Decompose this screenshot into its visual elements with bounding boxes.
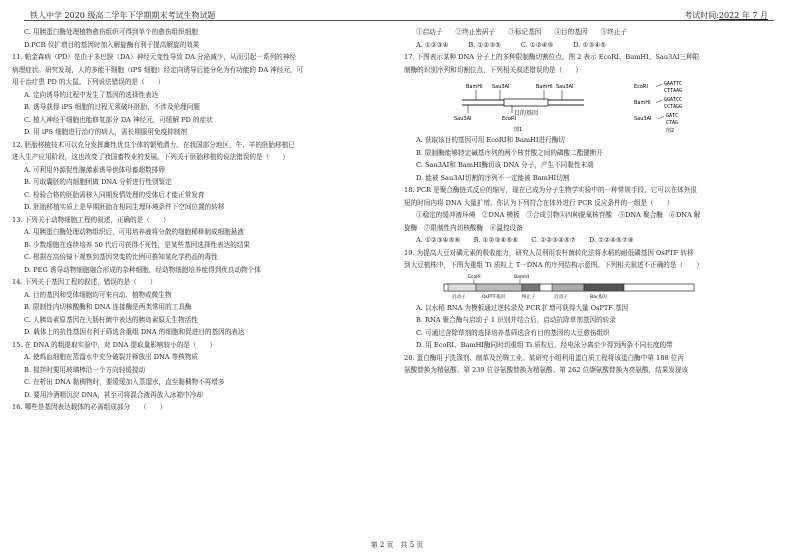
fig1-label-sau3ai-3: Sau3AI (454, 116, 472, 122)
t-dna-figure (404, 272, 784, 302)
fig1-label-sau3ai-2: Sau3AI (556, 84, 574, 90)
q20-stem-1: 20. 蛋白酶用于洗涤剂、制革及丝绸工业。某研究小组利用蛋白质工程将该蛋白酶中第 188 位丙 (404, 353, 684, 362)
q17-option-a: A. 获取该目的基因可用 EcoRⅠ和 BamHⅠ进行酶切 (416, 136, 565, 144)
figure-2 (634, 81, 682, 134)
q19-figure (404, 272, 784, 302)
left-line: C. 用胰蛋白酶处理植物愈伤组织可得到单个的愈伤组织细胞 (24, 28, 198, 36)
q17-option-b: B. 限制酶能够特定碱基序列的两个核苷酸之间的磷酸二酯键断开 (416, 148, 604, 157)
left-line: A. 目的基因和受体细胞均可来自动、植物或微生物 (24, 290, 172, 299)
left-line: D.PCR 仪扩增目的基因时加入解旋酶有利于提高解旋的效果 (24, 40, 200, 49)
q20-stem-2: 氨酸替换为精氨酸、第 239 位谷氨酸替换为精氨酸、第 262 位缬氨酸替换为亮氨酸，结果发现该 (404, 366, 689, 374)
q18-stem-1: 18. PCR 是聚合酶链式反应的缩写，现在已成为分子生物学实验中的一种常规手段，它可以在体外很 (404, 186, 697, 194)
fig1-label-bamhi-2: BamHI (536, 84, 553, 90)
left-line: A. 使鸡血细胞在蒸馏水中充分破裂并释放出 DNA 等核物质 (24, 353, 199, 361)
left-line: 病理症状。研究发现，人的多能干细胞（iPS 细胞）经定向诱导后能分化为有功能的 DA 神经元，可 (12, 65, 304, 74)
left-line: A. 可利用外源促性腺激素诱导供体母畜超数排卵 (24, 165, 165, 174)
figure-1 (454, 84, 584, 133)
left-line: B. 可取囊胚的内细胞团做 DNA 分析进行性别鉴定 (24, 178, 172, 186)
fig3-label-promoter2: 启动子 (554, 294, 568, 300)
left-line: 13. 下列关于动物细胞工程的叙述，正确的是（ ） (12, 215, 170, 224)
header-rule (24, 20, 774, 21)
fig3-label-bar: Bar基因 (590, 294, 607, 300)
left-line: 15. 在 DNA 的粗提取实验中，对 DNA 提取量影响较小的是（ ） (12, 340, 217, 349)
fig2-ecori-top: GAATTC (664, 81, 683, 87)
fig2-enzyme-sau3ai: Sau3AI (634, 116, 652, 122)
q19-option-c: C. 可通过含除草剂的选择培养基筛选含有目的基因的大豆愈伤组织 (416, 328, 610, 337)
left-line: B. 诱导获得 iPS 细胞的过程无须破坏胚胎，不涉及伦理问题 (24, 103, 200, 111)
q19-option-d: D. 用 EcoRⅠ、BamHⅠ酶同时切重组 Ti 质粒后，经电泳分离至少得到两条不同长度的带 (416, 341, 673, 349)
left-line: D. 胚胎移植实质上是早期胚胎在相同生理环境条件下空间位置的转移 (24, 203, 225, 211)
fig1-label-target-gene: 目的基因 (514, 110, 539, 117)
fig3-label-ecori: EcoRI (468, 274, 481, 280)
fig2-sau3ai-bottom: CTAG (666, 120, 679, 126)
q19-stem-2: 到大豆植株中，下图为重组 Ti 质粒上 T一DNA 的序列结构示意图。下列相关叙述不正确的是（ ） (404, 261, 703, 269)
left-line: C. 根据在高倍镜下观察到基因突变的比例可推知某化学药品的毒性 (24, 253, 218, 261)
left-line: 14. 下列关于基因工程的叙述，错误的是（ ） (12, 278, 157, 286)
exam-title: 铁人中学 2020 级高二学年下学期期末考试生物试题 (30, 11, 216, 20)
fig2-ecori-bottom: CTTAAG (664, 88, 683, 94)
q17-stem-1: 17. 下图表示某种 DNA 分子上的多种限制酶切割位点，图 2 表示 EcoRⅠ、BamHⅠ、Sau3AⅠ三种限 (404, 53, 700, 61)
left-line: 用于治疗患 PD 的大鼠。下列说法错误的是（ ） (12, 78, 165, 86)
restriction-map-figure (404, 76, 784, 136)
fig3-label-bamhi: BamHI (514, 274, 529, 280)
page-number: 第 2 页 共 5 页 (370, 541, 424, 549)
left-column (12, 26, 390, 414)
fig2-bamhi-bottom: CCTAGG (664, 104, 683, 110)
q16-choices: A. ①②③④ B. ①②③⑤ C. ①②④⑤ D. ①③④⑤ (416, 40, 607, 49)
left-line: B. 限制性内切核酸酶和 DNA 连接酶是两类常用的工具酶 (24, 303, 192, 311)
q19-option-b: B. RNA 聚合酶与启动子 1 识别并结合后，启动抗除草剂基因的转录 (416, 316, 616, 324)
q18-choices: A. ①②③④⑤⑥ B. ①②③④⑤⑧ C. ①②③④⑤⑦ D. ①②④⑤⑦⑧ (416, 236, 634, 244)
q17-option-c: C. Sau3AⅠ和 BamHⅠ酶切该 DNA 分子，产生不同黏性末端 (416, 161, 594, 169)
left-line: C. 人胰岛素原基因在大肠杆菌中表达的胰岛素原无生物活性 (24, 315, 198, 324)
fig2-enzyme-bamhi: BamHI (634, 100, 651, 106)
q18-stem-2: 短的时间内将 DNA 大量扩增。你认为下列符合在体外进行 PCR 反应条件的一组是（ ） (404, 198, 674, 207)
q17-stem-2: 制酶的识别序列和切割位点，下列相关叙述错误的是（ ） (404, 65, 583, 74)
target-gene-box (504, 99, 548, 106)
left-line: B. 搅拌时要用玻璃棒沿一个方向轻缓搅动 (24, 365, 146, 374)
left-line: D. PEG 诱导动物细胞融合形成的杂种细胞，经动物细胞培养能得到优良动物个体 (24, 265, 261, 274)
q18-items-2: 旋酶 ⑦限制性内切核酸酶 ⑧温控设备 (404, 223, 523, 232)
fig2-caption: 图2 (666, 128, 675, 134)
fig3-label-osptf: OsPTF基因 (482, 294, 505, 300)
q19-stem-1: 19. 为提高大豆对磷元素的吸收能力，研究人员利用农杆菌转化法将水稻的耐低磷基因 OsPTF 转移 (404, 248, 694, 257)
q17-option-d: D. 能被 Sau3AⅠ切割的序列不一定能被 BamHⅠ切割 (416, 173, 570, 182)
left-line: D. 用 iPS 细胞进行治疗的病人，需长期服用免疫抑制剂 (24, 128, 187, 136)
left-line: 进入生产应用阶段，这也改变了我国畜牧业的发展。下列关于胚胎移植的说法错误的是（ ） (12, 153, 289, 161)
left-line: D. 要用冷酒精沉淀 DNA，甚至可将混合液再放入冰箱中冷却 (24, 390, 203, 399)
left-line: C. 在析出 DNA 黏稠物时，要缓缓加入蒸馏水，直至黏稠物不再增多 (24, 378, 225, 386)
left-line: 12. 胚胎移植技术可以充分发挥雌性优良个体的繁殖潜力。在我国部分地区，牛、羊的胚胎移植已 (12, 140, 295, 149)
fig1-label-ecori: EcoRI (502, 116, 516, 122)
fig2-bamhi-top: GGATCC (664, 97, 683, 103)
q18-items-1: ①稳定的缓冲液环境 ②DNA 模板 ③合成引物④四种脱氧核苷酸 ⑤DNA 聚合酶 ⑥DNA 解 (416, 211, 701, 219)
right-column (404, 26, 784, 377)
left-line: 16. 哪些是基因表达载体的必需组成部分 （ ） (12, 403, 167, 411)
left-line: B. 少数细胞在连续培养 50 代后可获得不死性，是某些基因选择性表达的结果 (24, 240, 251, 249)
left-line: A. 用胰蛋白酶处理动物组织后，可用培养液将分散的细胞稀释制成细胞悬液 (24, 228, 244, 236)
fig2-sau3ai-top: GATC (666, 113, 679, 119)
q16-items: ①启动子 ②终止密码子 ③标记基因 ④目的基因 ⑤终止子 (416, 28, 627, 36)
left-line: D. 载体上的抗性基因有利于筛选含重组 DNA 的细胞和促进目的基因的表达 (24, 328, 245, 336)
q17-figures (404, 76, 784, 134)
exam-date: 考试时间:2022 年 7 月 (684, 11, 768, 20)
left-line: C. 植入神经干细胞也能修复部分 DA 神经元，可缓解 PD 的症状 (24, 115, 213, 124)
fig1-caption: 图1 (514, 127, 523, 133)
fig2-enzyme-ecori: EcoRI (634, 84, 648, 90)
left-line: A. 定向诱导的过程中发生了基因的选择性表达 (24, 90, 159, 99)
left-line: 11. 帕金森病（PD）是由于多巴胺（DA）神经元变性导致 DA 分泌减少，从而引起一系列的神经 (12, 53, 296, 61)
fig3-label-promoter1: 启动子 (452, 294, 466, 300)
fig3-label-terminator: 终止子 (522, 294, 536, 300)
fig1-label-sau3ai-1: Sau3AI (492, 84, 510, 90)
q19-option-a: A. 以水稻 RNA 为模板通过逆转录及 PCR 扩增可获得大量 OsPTF 基因 (416, 303, 629, 312)
fig1-label-bamhi-1: BamHI (466, 84, 483, 90)
left-line: C. 检验合格的胚胎需移入同期发情处理的受体后才能正常发育 (24, 190, 205, 199)
